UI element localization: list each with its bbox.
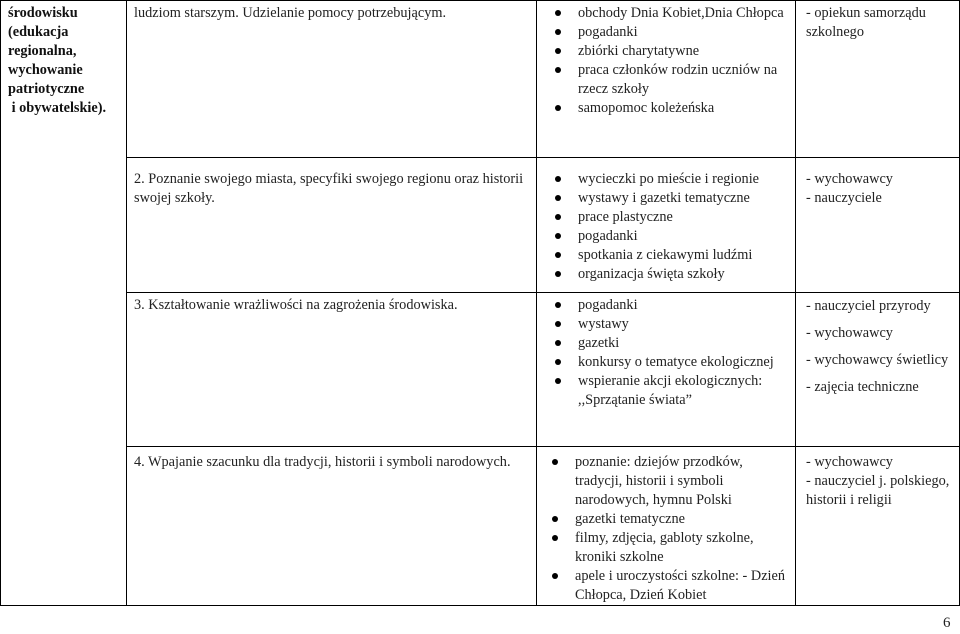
table-row (1, 447, 960, 606)
task-text: ludziom starszym. Udzielanie pomocy potrzebującym. (134, 5, 447, 21)
list-item: apele i uroczystości szkolne: - Dzień Chłopca, Dzień Kobiet (575, 567, 789, 605)
responsible-text: - wychowawcy (806, 171, 893, 187)
responsible-text: - nauczyciel j. polskiego, historii i religii (806, 473, 950, 508)
area-line: (edukacja (8, 24, 69, 40)
area-line: wychowanie (8, 62, 83, 78)
list-item: wycieczki po mieście i regionie (578, 170, 789, 189)
list-item: praca członków rodzin uczniów na rzecz szkoły (578, 61, 789, 99)
responsible-text: - wychowawcy świetlicy (806, 352, 949, 368)
list-item: zbiórki charytatywne (578, 42, 789, 61)
responsible-text: - opiekun samorządu szkolnego (806, 5, 926, 40)
forms-list (544, 4, 789, 118)
table-row (1, 293, 960, 447)
task-cell (127, 1, 537, 158)
responsible-text: - wychowawcy (806, 454, 893, 470)
table-row (1, 1, 960, 158)
forms-list (544, 453, 789, 605)
list-item: pogadanki (578, 296, 789, 315)
forms-list (544, 170, 789, 284)
list-item: spotkania z ciekawymi ludźmi (578, 246, 789, 265)
area-line: i obywatelskie). (8, 100, 107, 116)
list-item: filmy, zdjęcia, gabloty szkolne, kroniki szkolne (575, 529, 789, 567)
area-label (8, 4, 120, 118)
list-item: gazetki (578, 334, 789, 353)
list-item: wystawy (578, 315, 789, 334)
responsible-text: - wychowawcy (806, 325, 893, 341)
area-line: regionalna, (8, 43, 77, 59)
responsible-cell (796, 447, 960, 606)
responsible-cell (796, 158, 960, 293)
responsible-cell (796, 1, 960, 158)
area-line: środowisku (8, 5, 78, 21)
forms-cell (537, 293, 796, 447)
area-line: patriotyczne (8, 81, 85, 97)
area-cell (1, 1, 127, 606)
task-text: 2. Poznanie swojego miasta, specyfiki swojego regionu oraz historii swojej szkoły. (134, 171, 524, 206)
list-item: pogadanki (578, 227, 789, 246)
list-item: wystawy i gazetki tematyczne (578, 189, 789, 208)
forms-cell (537, 447, 796, 606)
table-row (1, 158, 960, 293)
task-text: 4. Wpajanie szacunku dla tradycji, historii i symboli narodowych. (134, 454, 511, 470)
list-item: samopomoc koleżeńska (578, 99, 789, 118)
list-item: obchody Dnia Kobiet,Dnia Chłopca (578, 4, 789, 23)
list-item: pogadanki (578, 23, 789, 42)
list-item: poznanie: dziejów przodków, tradycji, historii i symboli narodowych, hymnu Polski (575, 453, 789, 510)
forms-list (544, 296, 789, 410)
forms-cell (537, 1, 796, 158)
list-item: organizacja święta szkoły (578, 265, 789, 284)
task-text: 3. Kształtowanie wrażliwości na zagrożenia środowiska. (134, 297, 458, 313)
responsible-text: - nauczyciele (806, 190, 882, 206)
responsible-cell (796, 293, 960, 447)
responsible-text: - nauczyciel przyrody (806, 298, 931, 314)
task-cell (127, 447, 537, 606)
list-item: konkursy o tematyce ekologicznej (578, 353, 789, 372)
forms-cell (537, 158, 796, 293)
task-cell (127, 158, 537, 293)
list-item: prace plastyczne (578, 208, 789, 227)
task-cell (127, 293, 537, 447)
list-item: gazetki tematyczne (575, 510, 789, 529)
responsible-text: - zajęcia techniczne (806, 379, 919, 395)
list-item: wspieranie akcji ekologicznych: ,,Sprzątanie świata” (578, 372, 789, 410)
page-number: 6 (943, 615, 951, 631)
